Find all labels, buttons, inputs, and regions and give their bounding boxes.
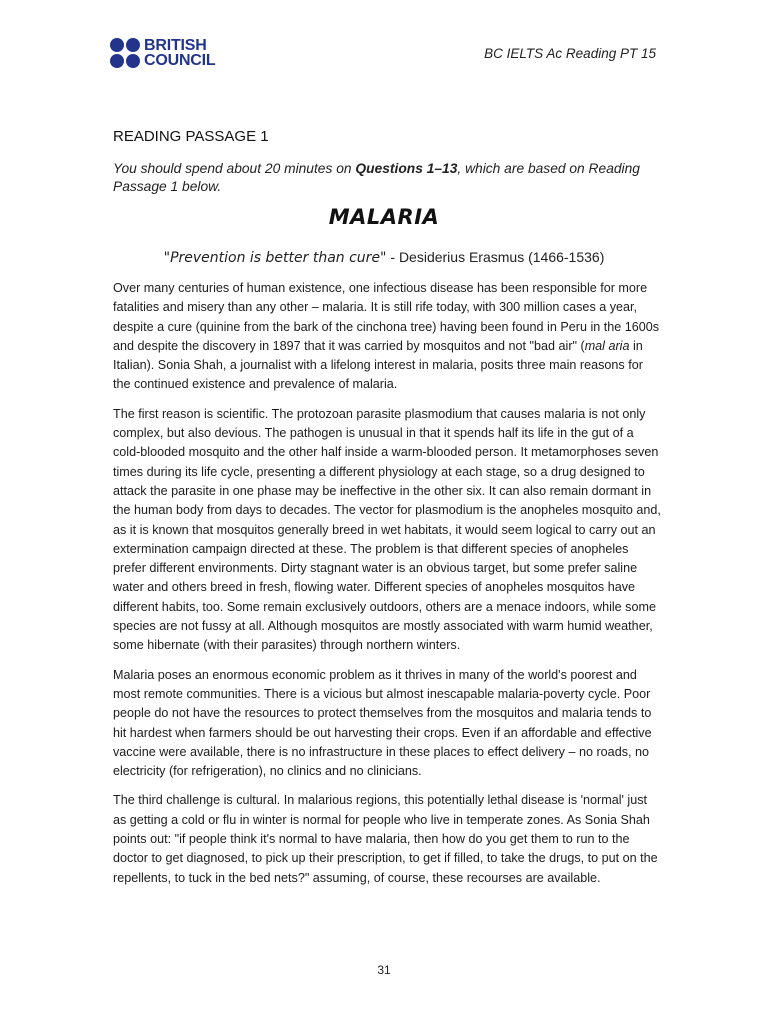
paragraph-4: The third challenge is cultural. In malarious regions, this potentially lethal disease is 'normal' just as getting a cold or flu in winter is normal for people who live in temperate zones. As Sonia Shah points out: "if people think it's normal to have malaria, then how do you get them to run to the doctor to get diagnosed, to pick up their prescription, to get if filled, to take the drugs, to put on the repellents, to tuck in the bed nets?" assuming, of course, these recourses are available. [113,793,658,885]
epigraph-quote: "Prevention is better than cure" [163,250,387,266]
test-reference: BC IELTS Ac Reading PT 15 [484,46,656,61]
instruction-post: , which are based on Reading Passage 1 below. [113,161,640,194]
paragraph-3: Malaria poses an enormous economic problem as it thrives in many of the world's poorest and most remote communities. There is a vicious but almost inescapable malaria-poverty cycle. Poor people do not have the resources to protect themselves from the mosquitos and malaria tends to hit hardest when farmers should be out harvesting their crops. Even if an affordable and effective vaccine were available, there is no infrastructure in these places to effect delivery – no roads, no electricity (for refrigeration), no clinics and no clinicians. [113,667,652,779]
paragraph-1-text-b: in Italian). Sonia Shah, a journalist with a lifelong interest in malaria, posits three main reasons for the continued existence and prevalence of malaria. [113,338,643,392]
paragraph-1 [113,279,661,395]
logo-line-2: COUNCIL [144,52,216,69]
page-number: 31 [377,963,391,977]
epigraph [0,249,768,266]
instruction-questions: Questions 1–13 [355,161,458,176]
paragraph-1-text-a: Over many centuries of human existence, one infectious disease has been responsible for more fatalities and misery than any other – malaria. It is still rife today, with 300 million cases a year, despite a cure (quinine from the bark of the cinchona tree) having been found in Peru in the 1600s and despite the discovery in 1897 that it was carried by mosquitos and not "bad air" ( [113,281,660,353]
instruction-pre: You should spend about 20 minutes on [113,161,356,176]
passage-title: MALARIA [328,205,440,229]
passage-body [113,279,661,898]
logo-dots-icon [110,38,140,68]
section-title: READING PASSAGE 1 [113,128,269,145]
logo-wordmark [144,38,215,68]
epigraph-attribution: - Desiderius Erasmus (1466-1536) [386,249,605,265]
logo-line-1: BRITISH [144,37,207,54]
british-council-logo [110,38,215,68]
paragraph-2: The first reason is scientific. The protozoan parasite plasmodium that causes malaria is not only complex, but also devious. The pathogen is unusual in that it spends half its life in the gut of a cold-blooded mosquito and the other half inside a warm-blooded person. It metamorphoses seven times during its life cycle, presenting a different physiology at each stage, so a drug designed to attack the parasite in one phase may be ineffective in the other six. It can also remain dormant in the human body from days to decades. The vector for plasmodium is the anopheles mosquito and, as it is known that mosquitos generally breed in wet habitats, it would seem logical to carry out an extermination campaign directed at these. The problem is that different species of anopheles prefer different environments. Dirty stagnant water is an obvious target, but some prefer saline water and others breed in fresh, flowing water. Different species of anopheles mosquitos have different habits, too. Some remain exclusively outdoors, others are a menace indoors, while some species are not fussy at all. Although mosquitos are mostly associated with warm humid weather, some hibernate (with their parasites) through northern winters. [113,406,661,653]
instruction [113,160,658,196]
paragraph-1-italic: mal aria [584,338,630,353]
